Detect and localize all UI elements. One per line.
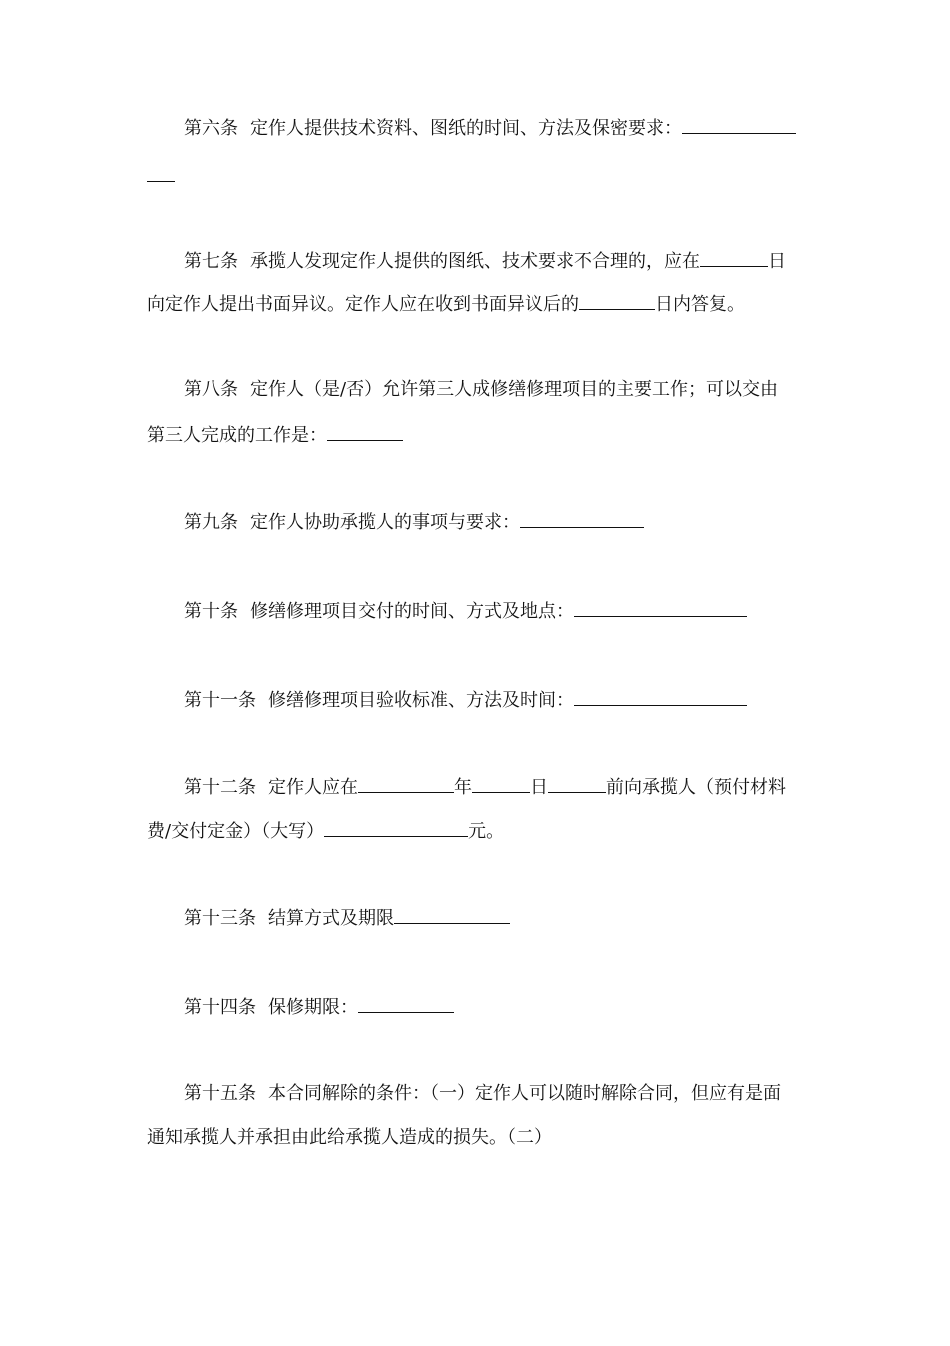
clause-7-line-1: [184, 249, 844, 274]
clause-12-day-blank[interactable]: [548, 775, 606, 793]
clause-6-text: 定作人提供技术资料、图纸的时间、方法及保密要求：: [250, 118, 682, 139]
clause-9-line-1: [184, 510, 844, 535]
clause-15-line-1: [184, 1082, 844, 1106]
clause-12-month-blank[interactable]: [472, 775, 530, 793]
clause-15-text: 本合同解除的条件：（一）定作人可以随时解除合同，但应有是面: [268, 1083, 781, 1104]
clause-12-year-blank[interactable]: [358, 775, 454, 793]
clause-14-text: 保修期限：: [268, 997, 358, 1018]
clause-9-blank[interactable]: [520, 510, 644, 528]
clause-8-line-1: [184, 378, 844, 402]
clause-14-line-1: [184, 995, 844, 1020]
clause-6-blank-continued[interactable]: [147, 164, 175, 182]
clause-11-text: 修缮修理项目验收标准、方法及时间：: [268, 690, 574, 711]
clause-12-label: 第十二条: [184, 777, 256, 798]
clause-10-label: 第十条: [184, 601, 238, 622]
clause-8-text-2: 第三人完成的工作是：: [147, 425, 327, 446]
clause-10-line-1: [184, 599, 844, 624]
clause-9-label: 第九条: [184, 512, 238, 533]
clause-10-text: 修缮修理项目交付的时间、方式及地点：: [250, 601, 574, 622]
clause-13-line-1: [184, 906, 844, 931]
clause-7-text-b: 日: [768, 251, 786, 272]
clause-10-blank[interactable]: [574, 599, 747, 617]
clause-7-text-a: 承揽人发现定作人提供的图纸、技术要求不合理的，应在: [250, 251, 700, 272]
clause-7-line-2: [147, 292, 807, 317]
clause-13-blank[interactable]: [394, 906, 510, 924]
clause-12-text-b: 年: [454, 777, 472, 798]
clause-7-days-blank[interactable]: [700, 249, 768, 267]
clause-9-text: 定作人协助承揽人的事项与要求：: [250, 512, 520, 533]
clause-6-line-2: [147, 164, 807, 189]
clause-13-label: 第十三条: [184, 908, 256, 929]
clause-12-text-f: 元。: [468, 821, 505, 842]
clause-14-label: 第十四条: [184, 997, 256, 1018]
clause-12-line-2: [147, 819, 807, 844]
clause-12-text-a: 定作人应在: [268, 777, 358, 798]
clause-6-blank[interactable]: [682, 116, 796, 134]
clause-7-reply-days-blank[interactable]: [579, 292, 655, 310]
clause-12-line-1: [184, 775, 844, 800]
clause-8-blank[interactable]: [327, 423, 403, 441]
clause-7-label: 第七条: [184, 251, 238, 272]
clause-15-text-2: 通知承揽人并承担由此给承揽人造成的损失。（二）: [147, 1127, 552, 1148]
clause-15-line-2: [147, 1126, 807, 1150]
clause-15-label: 第十五条: [184, 1083, 256, 1104]
clause-12-text-d: 前向承揽人（预付材料: [606, 777, 786, 798]
clause-8-label: 第八条: [184, 379, 238, 400]
clause-12-text-c: 日: [530, 777, 548, 798]
clause-8-text: 定作人（是/否）允许第三人成修缮修理项目的主要工作；可以交由: [250, 379, 779, 400]
clause-7-text-c: 向定作人提出书面异议。定作人应在收到书面异议后的: [147, 294, 579, 315]
clause-7-text-d: 日内答复。: [655, 294, 745, 315]
clause-11-line-1: [184, 688, 844, 713]
clause-11-blank[interactable]: [574, 688, 747, 706]
clause-6-line-1: [184, 116, 844, 141]
clause-12-text-e: 费/交付定金）（大写）: [147, 821, 325, 842]
clause-11-label: 第十一条: [184, 690, 256, 711]
clause-12-amount-blank[interactable]: [324, 819, 468, 837]
clause-6-label: 第六条: [184, 118, 238, 139]
clause-8-line-2: [147, 423, 807, 448]
clause-14-blank[interactable]: [358, 995, 454, 1013]
clause-13-text: 结算方式及期限: [268, 908, 394, 929]
